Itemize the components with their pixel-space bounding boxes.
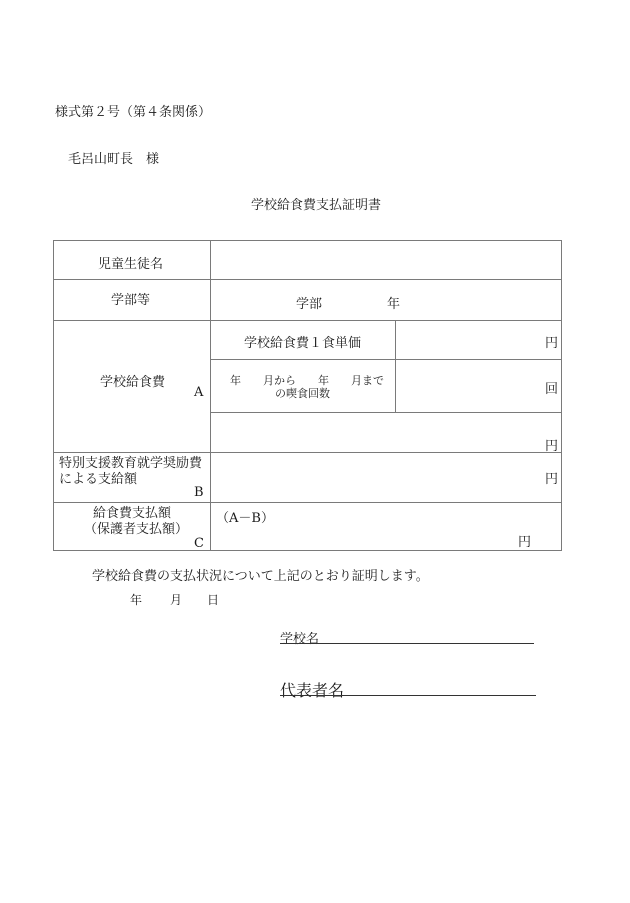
payment-formula: （A－B） — [216, 511, 274, 526]
lunch-total-yen: 円 — [545, 439, 559, 454]
certification-text: 学校給食費の支払状況について上記のとおり証明します。 — [92, 569, 429, 584]
meal-count-unit: 回 — [545, 382, 559, 397]
marker-b: B — [194, 485, 204, 500]
representative-line[interactable] — [280, 695, 536, 696]
dept-unit: 学部 — [296, 297, 323, 312]
grade-unit: 年 — [387, 297, 401, 312]
school-name-line[interactable] — [280, 643, 534, 644]
sub-column-divider — [395, 320, 396, 412]
unit-price-label: 学校給食費１食単価 — [244, 336, 362, 351]
date-month: 月 — [170, 593, 183, 607]
certificate-table — [53, 240, 562, 551]
lunch-fee-label: 学校給食費 — [100, 375, 166, 390]
row-divider — [210, 359, 561, 360]
payment-yen: 円 — [518, 535, 532, 550]
date-year: 年 — [130, 593, 143, 607]
representative-label: 代表者名 — [280, 681, 345, 700]
subsidy-label: 特別支援教育就学奨励費 — [59, 456, 203, 471]
marker-a: A — [194, 385, 204, 400]
row-divider — [210, 412, 561, 413]
dept-label: 学部等 — [111, 293, 151, 308]
row-divider — [54, 320, 561, 321]
unit-price-yen: 円 — [545, 336, 559, 351]
subsidy-yen: 円 — [545, 472, 559, 487]
meal-period-label: 年 月から 年 月まで — [230, 374, 384, 387]
addressee: 毛呂山町長 様 — [68, 152, 160, 167]
student-name-label: 児童生徒名 — [98, 257, 164, 272]
column-divider — [210, 241, 211, 550]
payment-label-2: （保護者支払額） — [84, 522, 189, 537]
meal-count-label: の喫食回数 — [275, 387, 330, 400]
marker-c: C — [194, 536, 204, 551]
row-divider — [54, 279, 561, 280]
subsidy-label-2: による支給額 — [59, 472, 138, 487]
payment-label: 給食費支払額 — [93, 506, 172, 521]
form-number: 様式第２号（第４条関係） — [55, 105, 212, 120]
school-name-label: 学校名 — [280, 632, 320, 647]
page-title: 学校給食費支払証明書 — [251, 198, 382, 213]
date-day: 日 — [207, 593, 220, 607]
